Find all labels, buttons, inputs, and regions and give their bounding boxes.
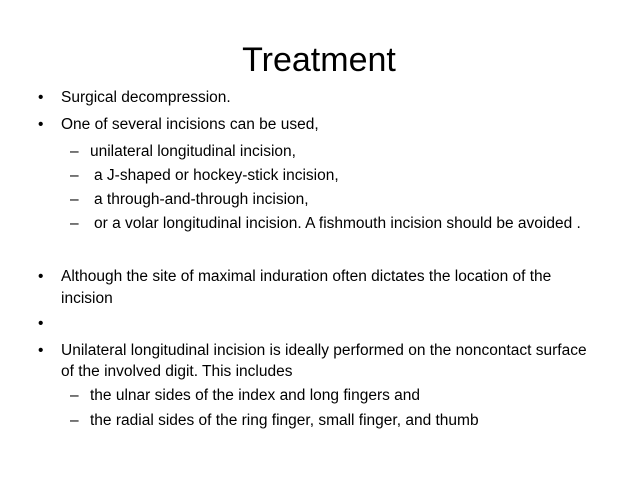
slide-title: Treatment xyxy=(242,41,396,79)
sub-bullet-text: a J-shaped or hockey-stick incision, xyxy=(94,167,339,184)
sub-bullet-text: unilateral longitudinal incision, xyxy=(90,143,296,160)
dash-marker: – xyxy=(70,143,79,160)
sub-bullet-text: a through-and-through incision, xyxy=(94,191,309,208)
bullet-marker: • xyxy=(38,89,44,106)
sub-bullet-text: or a volar longitudinal incision. A fishmouth incision should be avoided . xyxy=(94,215,581,232)
bullet-marker: • xyxy=(38,342,44,359)
sub-bullet-text: the ulnar sides of the index and long fingers and xyxy=(90,387,421,404)
bullet-text: Unilateral longitudinal incision is ideally performed on the noncontact surface xyxy=(61,342,587,359)
bullet-text: One of several incisions can be used, xyxy=(61,116,319,133)
bullet-marker: • xyxy=(38,116,44,133)
dash-marker: – xyxy=(70,167,79,184)
bullet-text: Surgical decompression. xyxy=(61,89,231,106)
bullet-marker: • xyxy=(38,315,44,332)
dash-marker: – xyxy=(70,191,79,208)
bullet-text: Although the site of maximal induration often dictates the location of the xyxy=(61,268,552,285)
sub-bullet-text: the radial sides of the ring finger, small finger, and thumb xyxy=(90,412,479,429)
bullet-marker: • xyxy=(38,268,44,285)
bullet-text: of the involved digit. This includes xyxy=(61,363,293,380)
dash-marker: – xyxy=(70,387,79,404)
bullet-text: incision xyxy=(61,290,113,307)
dash-marker: – xyxy=(70,215,79,232)
dash-marker: – xyxy=(70,412,79,429)
